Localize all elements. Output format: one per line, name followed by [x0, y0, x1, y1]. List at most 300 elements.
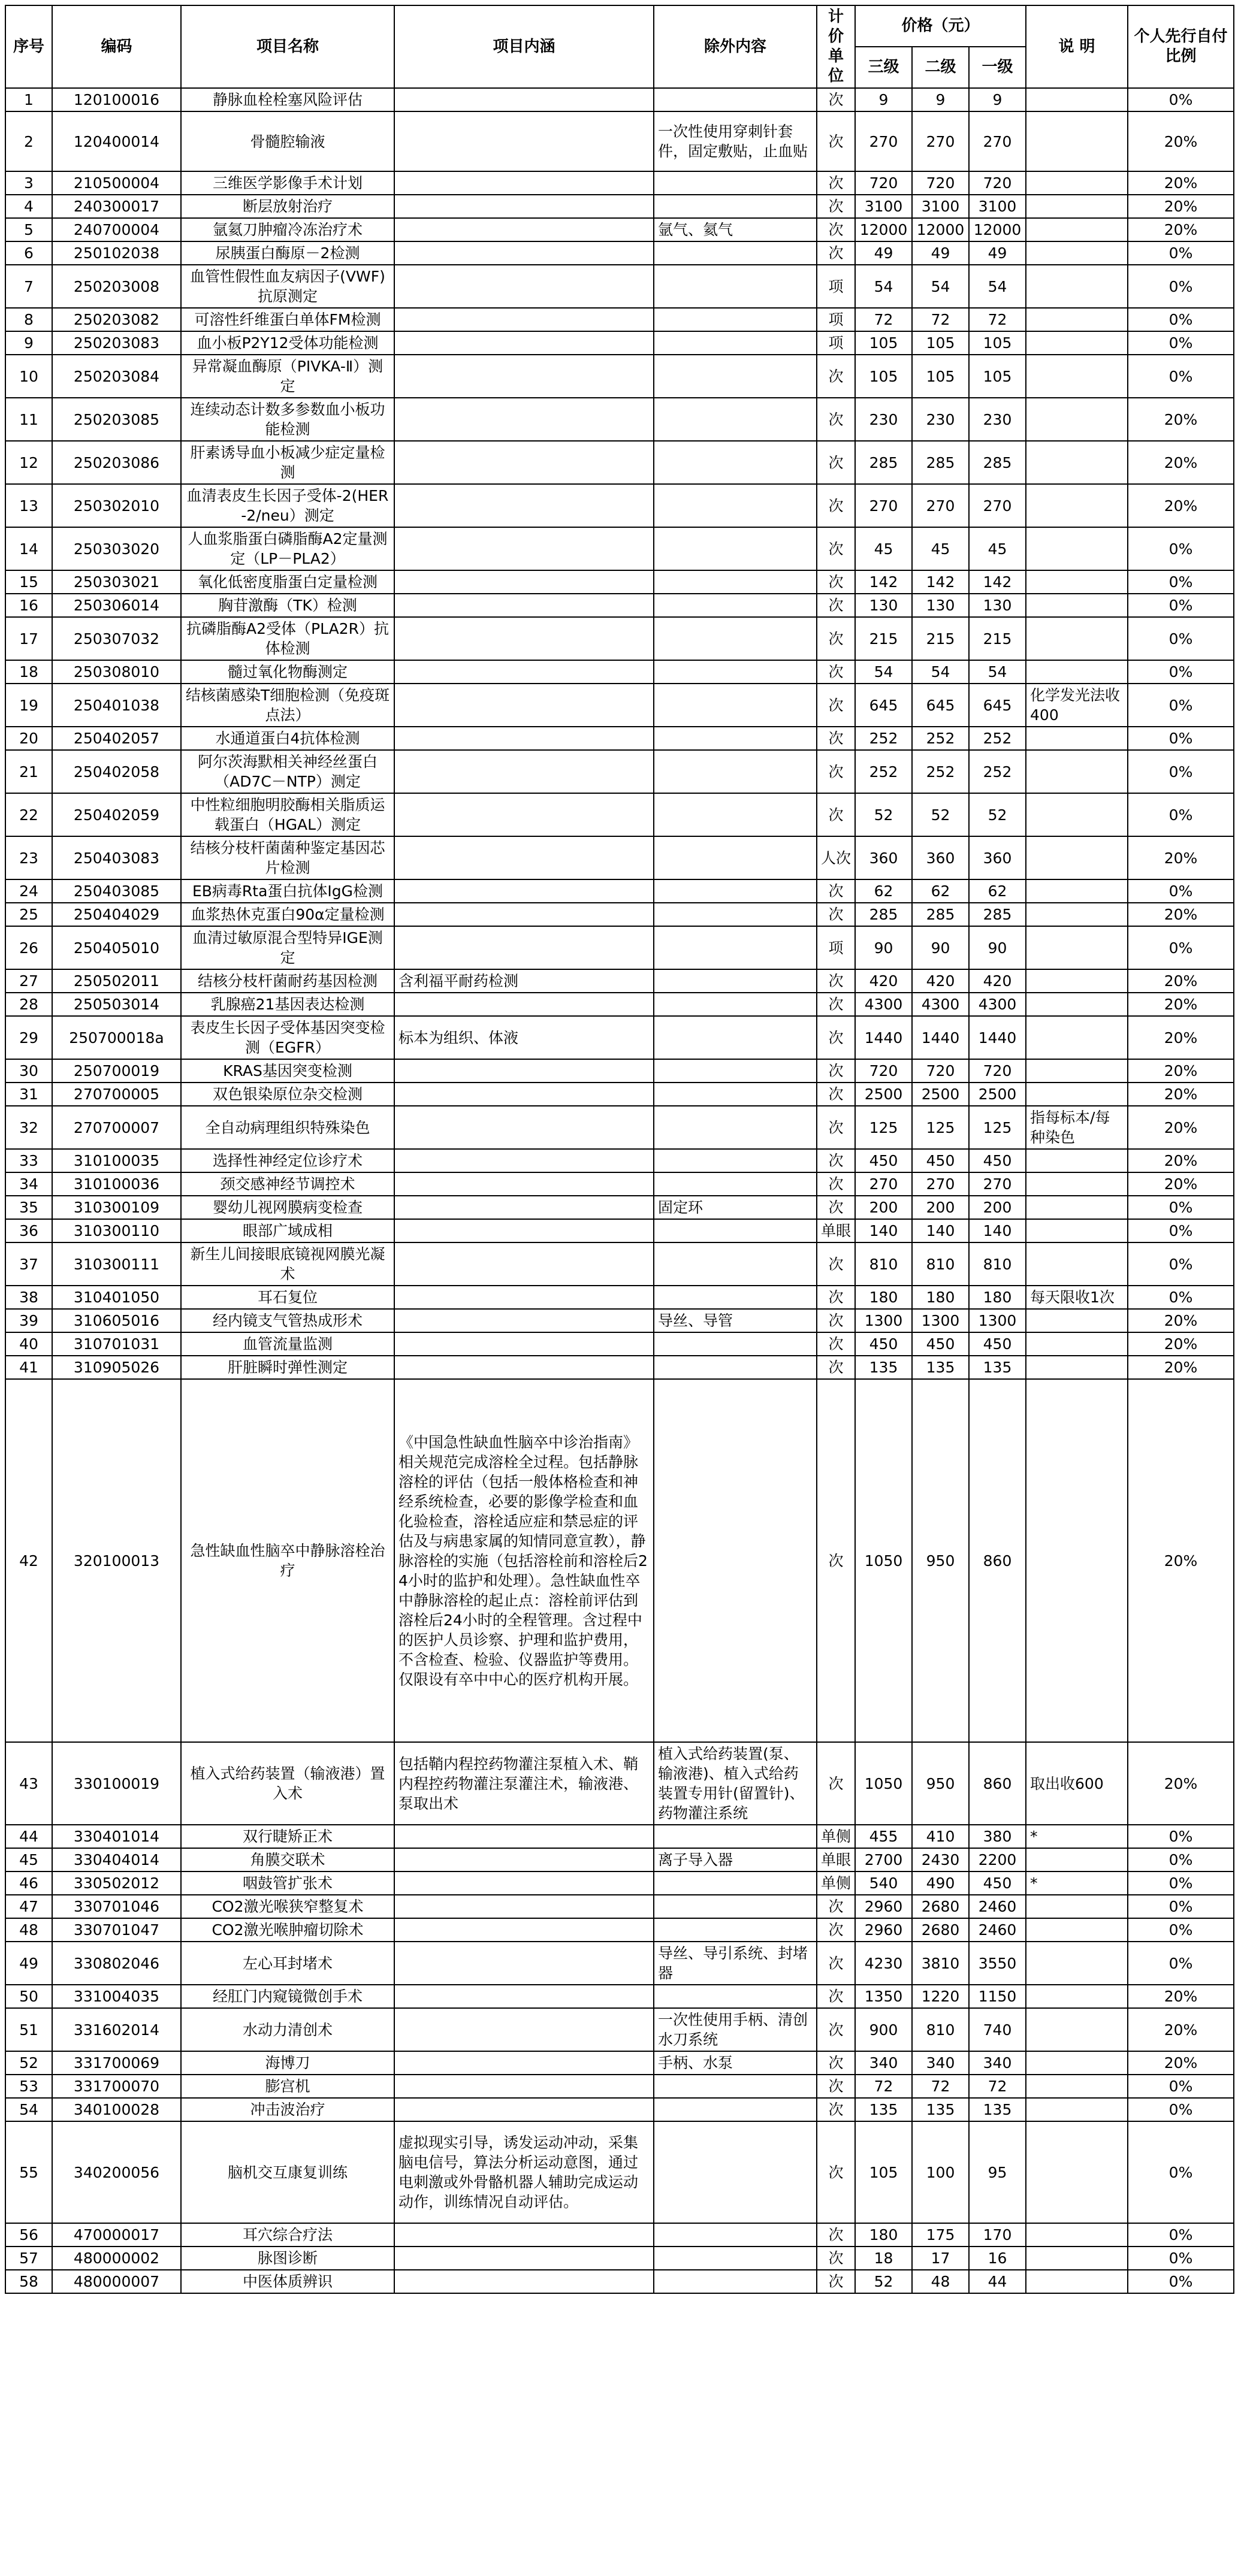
cell-exclusion: [654, 727, 817, 750]
cell-unit: 次: [817, 993, 855, 1016]
cell-code: 310300110: [52, 1219, 181, 1242]
cell-content: [394, 793, 654, 836]
cell-content: [394, 684, 654, 727]
cell-note: [1026, 1172, 1128, 1196]
cell-price-level2: 1300: [912, 1309, 969, 1332]
cell-unit: 项: [817, 265, 855, 308]
cell-exclusion: 导丝、导引系统、封堵器: [654, 1942, 817, 1985]
cell-unit: 次: [817, 1985, 855, 2008]
cell-seq: 52: [5, 2051, 52, 2075]
cell-seq: 42: [5, 1379, 52, 1742]
cell-code: 330701047: [52, 1918, 181, 1942]
cell-ratio: 0%: [1128, 2121, 1234, 2223]
cell-note: [1026, 484, 1128, 527]
cell-seq: 13: [5, 484, 52, 527]
cell-price-level1: 860: [969, 1742, 1026, 1825]
cell-ratio: 0%: [1128, 594, 1234, 617]
cell-price-level2: 9: [912, 88, 969, 111]
cell-price-level1: 4300: [969, 993, 1026, 1016]
cell-unit: 次: [817, 441, 855, 484]
cell-note: [1026, 308, 1128, 331]
cell-price-level1: 2460: [969, 1895, 1026, 1918]
cell-ratio: 0%: [1128, 2270, 1234, 2293]
cell-note: [1026, 969, 1128, 993]
cell-name: 眼部广域成相: [181, 1219, 394, 1242]
cell-code: 250401038: [52, 684, 181, 727]
table-row: [5, 331, 1234, 355]
cell-exclusion: [654, 355, 817, 398]
cell-ratio: 0%: [1128, 570, 1234, 594]
cell-code: 250203084: [52, 355, 181, 398]
cell-price-level3: 285: [855, 903, 912, 926]
cell-exclusion: [654, 308, 817, 331]
cell-code: 331602014: [52, 2008, 181, 2051]
cell-seq: 7: [5, 265, 52, 308]
cell-unit: 次: [817, 750, 855, 793]
table-row: [5, 836, 1234, 879]
cell-content: [394, 903, 654, 926]
cell-price-level1: 130: [969, 594, 1026, 617]
cell-content: [394, 355, 654, 398]
cell-exclusion: [654, 2121, 817, 2223]
header-level3: 三级: [855, 47, 912, 88]
table-row: [5, 1985, 1234, 2008]
table-row: [5, 171, 1234, 195]
cell-seq: 27: [5, 969, 52, 993]
cell-exclusion: [654, 527, 817, 570]
cell-exclusion: [654, 750, 817, 793]
cell-price-level2: 135: [912, 2098, 969, 2121]
cell-seq: 4: [5, 195, 52, 218]
cell-name: 冲击波治疗: [181, 2098, 394, 2121]
cell-seq: 54: [5, 2098, 52, 2121]
cell-price-level3: 252: [855, 750, 912, 793]
cell-content: [394, 750, 654, 793]
cell-name: 结核菌感染T细胞检测（免疫斑点法）: [181, 684, 394, 727]
cell-exclusion: [654, 1825, 817, 1848]
cell-price-level1: 3550: [969, 1942, 1026, 1985]
cell-ratio: 0%: [1128, 1895, 1234, 1918]
cell-note: 取出收600: [1026, 1742, 1128, 1825]
cell-price-level3: 52: [855, 793, 912, 836]
cell-code: 250502011: [52, 969, 181, 993]
cell-name: 海博刀: [181, 2051, 394, 2075]
cell-unit: 次: [817, 1106, 855, 1149]
cell-price-level1: 450: [969, 1871, 1026, 1895]
cell-code: 120400014: [52, 111, 181, 171]
cell-price-level2: 2500: [912, 1083, 969, 1106]
cell-name: 选择性神经定位诊疗术: [181, 1149, 394, 1172]
cell-ratio: 20%: [1128, 441, 1234, 484]
cell-unit: 次: [817, 527, 855, 570]
cell-price-level2: 270: [912, 111, 969, 171]
cell-price-level3: 340: [855, 2051, 912, 2075]
header-level2: 二级: [912, 47, 969, 88]
cell-seq: 28: [5, 993, 52, 1016]
cell-price-level3: 1350: [855, 1985, 912, 2008]
cell-name: 三维医学影像手术计划: [181, 171, 394, 195]
cell-price-level3: 140: [855, 1219, 912, 1242]
cell-price-level2: 180: [912, 1286, 969, 1309]
cell-exclusion: [654, 398, 817, 441]
cell-unit: 次: [817, 1059, 855, 1083]
cell-price-level1: 105: [969, 355, 1026, 398]
cell-note: [1026, 2223, 1128, 2247]
table-row: [5, 1895, 1234, 1918]
cell-unit: 次: [817, 570, 855, 594]
cell-exclusion: [654, 993, 817, 1016]
cell-code: 250203086: [52, 441, 181, 484]
cell-note: [1026, 1356, 1128, 1379]
cell-exclusion: [654, 1286, 817, 1309]
table-row: [5, 2223, 1234, 2247]
cell-ratio: 20%: [1128, 1106, 1234, 1149]
cell-name: 水通道蛋白4抗体检测: [181, 727, 394, 750]
cell-price-level1: 285: [969, 441, 1026, 484]
cell-exclusion: [654, 484, 817, 527]
cell-price-level1: 44: [969, 2270, 1026, 2293]
cell-price-level1: 170: [969, 2223, 1026, 2247]
cell-price-level1: 90: [969, 926, 1026, 969]
cell-exclusion: [654, 2247, 817, 2270]
cell-unit: 次: [817, 1918, 855, 1942]
cell-code: 331004035: [52, 1985, 181, 2008]
cell-exclusion: [654, 969, 817, 993]
cell-content: [394, 1332, 654, 1356]
cell-price-level2: 125: [912, 1106, 969, 1149]
cell-seq: 48: [5, 1918, 52, 1942]
cell-price-level1: 125: [969, 1106, 1026, 1149]
cell-exclusion: [654, 903, 817, 926]
cell-name: 中医体质辨识: [181, 2270, 394, 2293]
cell-content: [394, 484, 654, 527]
cell-price-level1: 105: [969, 331, 1026, 355]
cell-price-level2: 72: [912, 2075, 969, 2098]
cell-unit: 次: [817, 1742, 855, 1825]
cell-seq: 2: [5, 111, 52, 171]
cell-note: [1026, 1083, 1128, 1106]
cell-seq: 19: [5, 684, 52, 727]
cell-seq: 45: [5, 1848, 52, 1871]
cell-content: [394, 308, 654, 331]
table-row: [5, 1172, 1234, 1196]
cell-unit: 次: [817, 1356, 855, 1379]
cell-content: [394, 926, 654, 969]
cell-exclusion: 氩气、氦气: [654, 218, 817, 241]
cell-price-level1: 52: [969, 793, 1026, 836]
cell-code: 331700069: [52, 2051, 181, 2075]
cell-note: [1026, 2051, 1128, 2075]
cell-price-level2: 49: [912, 241, 969, 265]
header-ratio: 个人先行自付比例: [1128, 5, 1234, 88]
cell-price-level3: 4230: [855, 1942, 912, 1985]
cell-seq: 57: [5, 2247, 52, 2270]
cell-content: [394, 1848, 654, 1871]
cell-seq: 30: [5, 1059, 52, 1083]
table-row: [5, 1242, 1234, 1286]
cell-price-level3: 420: [855, 969, 912, 993]
cell-price-level2: 52: [912, 793, 969, 836]
cell-note: [1026, 750, 1128, 793]
cell-price-level1: 72: [969, 2075, 1026, 2098]
cell-price-level2: 950: [912, 1379, 969, 1742]
cell-seq: 12: [5, 441, 52, 484]
cell-price-level3: 1050: [855, 1379, 912, 1742]
cell-price-level3: 135: [855, 1356, 912, 1379]
cell-code: 250102038: [52, 241, 181, 265]
cell-seq: 47: [5, 1895, 52, 1918]
cell-content: [394, 1172, 654, 1196]
cell-price-level1: 1440: [969, 1016, 1026, 1059]
cell-note: [1026, 660, 1128, 684]
cell-price-level3: 72: [855, 308, 912, 331]
cell-note: [1026, 1848, 1128, 1871]
cell-note: [1026, 836, 1128, 879]
table-header: [5, 5, 1234, 88]
cell-price-level2: 90: [912, 926, 969, 969]
cell-content: 《中国急性缺血性脑卒中诊治指南》相关规范完成溶栓全过程。包括静脉溶栓的评估（包括一般体格检查和神经系统检查，必要的影像学检查和血化验检查，溶栓适应症和禁忌症的评估及与病患家属的知情同意宣教），静脉溶栓的实施（包括溶栓前和溶栓后24小时的监护和处理）。急性缺血性卒中静脉溶栓的起止点：溶栓前评估到溶栓后24小时的全程管理。含过程中的医护人员诊察、护理和监护费用，不含检查、检验、仪器监护等费用。仅限设有卒中中心的医疗机构开展。: [394, 1379, 654, 1742]
header-exclusion: 除外内容: [654, 5, 817, 88]
cell-price-level1: 230: [969, 398, 1026, 441]
cell-price-level1: 200: [969, 1196, 1026, 1219]
cell-unit: 次: [817, 594, 855, 617]
cell-exclusion: [654, 195, 817, 218]
cell-exclusion: [654, 879, 817, 903]
cell-seq: 6: [5, 241, 52, 265]
cell-price-level3: 2960: [855, 1895, 912, 1918]
cell-price-level3: 285: [855, 441, 912, 484]
cell-content: [394, 171, 654, 195]
cell-code: 470000017: [52, 2223, 181, 2247]
table-row: [5, 727, 1234, 750]
cell-seq: 36: [5, 1219, 52, 1242]
table-row: [5, 1309, 1234, 1332]
cell-price-level2: 54: [912, 660, 969, 684]
cell-ratio: 20%: [1128, 171, 1234, 195]
cell-unit: 次: [817, 1242, 855, 1286]
table-row: [5, 1106, 1234, 1149]
cell-content: [394, 1309, 654, 1332]
cell-exclusion: [654, 1083, 817, 1106]
cell-ratio: 0%: [1128, 1219, 1234, 1242]
cell-price-level2: 100: [912, 2121, 969, 2223]
cell-seq: 5: [5, 218, 52, 241]
cell-unit: 次: [817, 398, 855, 441]
cell-note: 指每标本/每种染色: [1026, 1106, 1128, 1149]
cell-price-level1: 252: [969, 750, 1026, 793]
table-row: [5, 527, 1234, 570]
cell-price-level1: 16: [969, 2247, 1026, 2270]
table-row: [5, 969, 1234, 993]
cell-ratio: 20%: [1128, 903, 1234, 926]
cell-content: [394, 1196, 654, 1219]
cell-name: 全自动病理组织特殊染色: [181, 1106, 394, 1149]
cell-code: 480000007: [52, 2270, 181, 2293]
cell-exclusion: [654, 660, 817, 684]
cell-name: 颈交感神经节调控术: [181, 1172, 394, 1196]
cell-ratio: 20%: [1128, 993, 1234, 1016]
cell-seq: 1: [5, 88, 52, 111]
cell-name: 膨宫机: [181, 2075, 394, 2098]
cell-price-level3: 105: [855, 2121, 912, 2223]
cell-note: [1026, 2270, 1128, 2293]
table-row: [5, 684, 1234, 727]
cell-price-level2: 230: [912, 398, 969, 441]
cell-code: 250404029: [52, 903, 181, 926]
table-row: [5, 1286, 1234, 1309]
cell-code: 270700005: [52, 1083, 181, 1106]
cell-price-level3: 72: [855, 2075, 912, 2098]
cell-price-level1: 135: [969, 2098, 1026, 2121]
cell-content: [394, 1106, 654, 1149]
price-table-wrapper: [5, 5, 1234, 2294]
cell-name: 胸苷激酶（TK）检测: [181, 594, 394, 617]
cell-unit: 次: [817, 1942, 855, 1985]
cell-note: [1026, 1332, 1128, 1356]
cell-exclusion: 离子导入器: [654, 1848, 817, 1871]
cell-name: 经内镜支气管热成形术: [181, 1309, 394, 1332]
cell-exclusion: 一次性使用穿刺针套件，固定敷贴，止血贴: [654, 111, 817, 171]
cell-content: [394, 2051, 654, 2075]
cell-exclusion: [654, 1871, 817, 1895]
cell-price-level2: 130: [912, 594, 969, 617]
cell-ratio: 0%: [1128, 355, 1234, 398]
cell-name: 氧化低密度脂蛋白定量检测: [181, 570, 394, 594]
cell-ratio: 20%: [1128, 1059, 1234, 1083]
cell-price-level1: 340: [969, 2051, 1026, 2075]
cell-price-level2: 45: [912, 527, 969, 570]
table-row: [5, 1059, 1234, 1083]
table-row: [5, 441, 1234, 484]
cell-seq: 40: [5, 1332, 52, 1356]
cell-name: 肝素诱导血小板减少症定量检测: [181, 441, 394, 484]
table-row: [5, 570, 1234, 594]
cell-seq: 20: [5, 727, 52, 750]
cell-unit: 次: [817, 660, 855, 684]
header-code: 编码: [52, 5, 181, 88]
cell-price-level3: 360: [855, 836, 912, 879]
cell-content: [394, 111, 654, 171]
cell-price-level1: 1300: [969, 1309, 1026, 1332]
table-row: [5, 2121, 1234, 2223]
cell-note: 化学发光法收400: [1026, 684, 1128, 727]
cell-price-level2: 105: [912, 355, 969, 398]
cell-price-level2: 140: [912, 1219, 969, 1242]
cell-ratio: 20%: [1128, 1083, 1234, 1106]
cell-exclusion: [654, 1059, 817, 1083]
cell-exclusion: [654, 1356, 817, 1379]
cell-name: 结核分枝杆菌耐药基因检测: [181, 969, 394, 993]
cell-name: 经肛门内窥镜微创手术: [181, 1985, 394, 2008]
cell-seq: 58: [5, 2270, 52, 2293]
table-row: [5, 1149, 1234, 1172]
cell-unit: 次: [817, 218, 855, 241]
cell-name: 双行睫矫正术: [181, 1825, 394, 1848]
header-seq: 序号: [5, 5, 52, 88]
cell-code: 310100036: [52, 1172, 181, 1196]
cell-note: [1026, 1918, 1128, 1942]
cell-note: [1026, 1379, 1128, 1742]
cell-note: [1026, 171, 1128, 195]
cell-seq: 14: [5, 527, 52, 570]
header-price: 价格（元）: [855, 5, 1026, 47]
cell-ratio: 20%: [1128, 1379, 1234, 1742]
cell-unit: 次: [817, 1379, 855, 1742]
cell-price-level1: 1150: [969, 1985, 1026, 2008]
cell-name: 左心耳封堵术: [181, 1942, 394, 1985]
cell-price-level1: 270: [969, 1172, 1026, 1196]
cell-exclusion: [654, 2075, 817, 2098]
cell-content: [394, 265, 654, 308]
cell-content: [394, 1356, 654, 1379]
cell-name: 血管流量监测: [181, 1332, 394, 1356]
cell-code: 340200056: [52, 2121, 181, 2223]
cell-content: [394, 2270, 654, 2293]
cell-price-level2: 12000: [912, 218, 969, 241]
cell-seq: 37: [5, 1242, 52, 1286]
cell-price-level2: 3810: [912, 1942, 969, 1985]
cell-content: [394, 88, 654, 111]
cell-price-level3: 180: [855, 2223, 912, 2247]
cell-price-level1: 54: [969, 660, 1026, 684]
cell-content: [394, 993, 654, 1016]
cell-ratio: 20%: [1128, 836, 1234, 879]
table-row: [5, 1379, 1234, 1742]
cell-content: [394, 594, 654, 617]
cell-exclusion: [654, 2223, 817, 2247]
cell-name: 肝脏瞬时弹性测定: [181, 1356, 394, 1379]
cell-price-level2: 810: [912, 1242, 969, 1286]
cell-price-level1: 45: [969, 527, 1026, 570]
cell-price-level1: 2460: [969, 1918, 1026, 1942]
cell-seq: 41: [5, 1356, 52, 1379]
cell-ratio: 20%: [1128, 1985, 1234, 2008]
cell-price-level3: 9: [855, 88, 912, 111]
cell-unit: 次: [817, 1083, 855, 1106]
cell-exclusion: [654, 1172, 817, 1196]
cell-code: 210500004: [52, 171, 181, 195]
cell-unit: 次: [817, 2008, 855, 2051]
cell-price-level1: 95: [969, 2121, 1026, 2223]
table-row: [5, 2075, 1234, 2098]
cell-seq: 15: [5, 570, 52, 594]
cell-code: 120100016: [52, 88, 181, 111]
cell-name: 结核分枝杆菌菌种鉴定基因芯片检测: [181, 836, 394, 879]
cell-price-level2: 720: [912, 171, 969, 195]
cell-name: CO2激光喉肿瘤切除术: [181, 1918, 394, 1942]
cell-price-level2: 1440: [912, 1016, 969, 1059]
cell-seq: 39: [5, 1309, 52, 1332]
cell-price-level2: 810: [912, 2008, 969, 2051]
cell-unit: 次: [817, 2075, 855, 2098]
cell-seq: 50: [5, 1985, 52, 2008]
cell-seq: 32: [5, 1106, 52, 1149]
cell-content: [394, 331, 654, 355]
cell-content: [394, 727, 654, 750]
cell-seq: 34: [5, 1172, 52, 1196]
cell-ratio: 0%: [1128, 1871, 1234, 1895]
cell-exclusion: [654, 171, 817, 195]
cell-exclusion: [654, 1332, 817, 1356]
cell-note: [1026, 926, 1128, 969]
cell-unit: 次: [817, 1286, 855, 1309]
cell-ratio: 0%: [1128, 265, 1234, 308]
cell-note: [1026, 195, 1128, 218]
cell-name: 角膜交联术: [181, 1848, 394, 1871]
cell-unit: 次: [817, 903, 855, 926]
cell-ratio: 0%: [1128, 2075, 1234, 2098]
cell-price-level1: 270: [969, 484, 1026, 527]
